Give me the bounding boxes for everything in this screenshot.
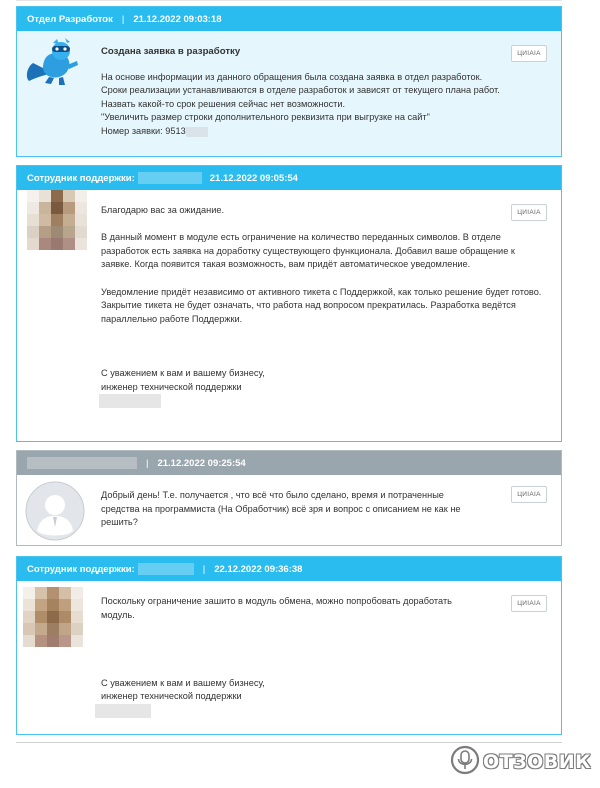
message-card-system [16, 6, 562, 157]
author-label: Сотрудник поддержки: [27, 563, 135, 575]
divider-top [16, 0, 562, 1]
signature-line: инженер технической поддержки [101, 691, 242, 702]
quote-button[interactable]: ЦИІАІА [511, 204, 547, 221]
redacted-name [138, 563, 194, 575]
message-header [17, 166, 561, 190]
message-paragraph: Уведомление придёт независимо от активного тикета с Поддержкой, как только решение будет готово. Закрытие тикета не будет означать, что работа над вопросом прекратилась. Разработка ведётся параллельно работе Поддержки. [101, 286, 542, 324]
redacted-name [138, 172, 202, 184]
message-header: Сотрудник поддержки: | 22.12.2022 09:36:38 [17, 557, 561, 581]
redacted-name [27, 457, 137, 469]
divider-bottom [16, 742, 562, 743]
message-text: Добрый день! Т.е. получается , что всё что было сделано, время и потраченные средства на программиста (На Обработчик) всё зря и вопрос с описанием не как не решить? [101, 490, 461, 528]
message-header: Отдел Разработок | 21.12.2022 09:03:18 [17, 7, 561, 31]
message-datetime: 21.12.2022 09:25:54 [157, 457, 246, 469]
system-message-title: Создана заявка в разработку [101, 46, 241, 57]
signature-line: С уважением к вам и вашему бизнесу, [101, 368, 265, 379]
message-paragraph: Благодарю вас за ожидание. [101, 205, 225, 215]
author-label: Сотрудник поддержки: [27, 172, 135, 184]
author-name: Отдел Разработок [27, 13, 113, 25]
message-line: "Увеличить размер строки дополнительного реквизита при выгрузке на сайт" [101, 112, 430, 123]
quote-button[interactable]: ЦИІАІА [511, 45, 547, 62]
redacted-block [95, 704, 151, 718]
message-line: На основе информации из данного обращения была создана заявка в отдел разработок. [101, 71, 483, 82]
redacted-block [186, 127, 208, 137]
logo-text: ОТЗОВИК [483, 751, 592, 773]
message-header: | 21.12.2022 09:25:54 [17, 451, 561, 475]
signature-line: С уважением к вам и вашему бизнесу, [101, 677, 265, 688]
message-card-support [16, 556, 562, 735]
message-line: Сроки реализации устанавливаются в отделе разработок и зависят от текущего плана работ. [101, 85, 500, 96]
message-line: Назвать какой-то срок решения сейчас нет возможности. [101, 98, 346, 109]
message-paragraph: В данный момент в модуле есть ограничение на количество переданных символов. В отделе разработок есть заявка на доработку существующего функционала. Добавил ваше обращение к заявке. Когда появится такая возможность, вам придёт автоматическое уведомление. [101, 232, 515, 270]
message-datetime: 21.12.2022 09:05:54 [209, 172, 298, 184]
signature-line: инженер технической поддержки [101, 381, 242, 392]
message-datetime: 21.12.2022 09:03:18 [133, 13, 222, 25]
message-text: Поскольку ограничение зашито в модуль обмена, можно попробовать доработать модуль. [101, 596, 452, 620]
quote-button[interactable]: ЦИІАІА [511, 595, 547, 612]
message-datetime: 22.12.2022 09:36:38 [214, 563, 303, 575]
message-card-client [16, 450, 562, 546]
message-card-support [16, 165, 562, 442]
redacted-block [99, 394, 161, 408]
ticket-number: Номер заявки: 9513 [101, 125, 547, 139]
otzovik-logo [450, 744, 595, 780]
mic-icon [450, 745, 480, 780]
quote-button[interactable]: ЦИІАІА [511, 486, 547, 503]
